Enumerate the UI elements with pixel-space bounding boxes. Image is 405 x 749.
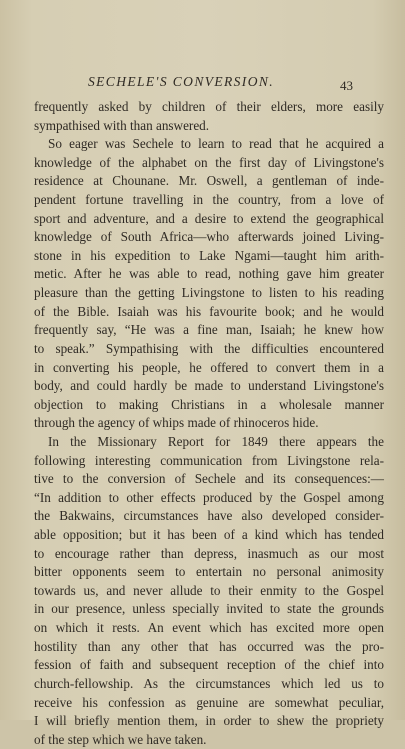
text-line: frequently say, “He was a fine man, Isaiah; he knew how	[34, 322, 384, 338]
text-line: through the agency of whips made of rhinoceros hide.	[34, 415, 319, 431]
text-line: knowledge of the alphabet on the first day of Livingstone's	[34, 154, 384, 170]
text-line: fession of faith and subsequent reception of the chief into	[34, 657, 384, 673]
body-text	[34, 98, 384, 749]
text-line: “In addition to other effects produced by the Gospel among	[34, 489, 384, 505]
text-line: to encourage rather than depress, inasmuch as our most	[34, 545, 384, 561]
text-line: knowledge of South Africa—who afterwards joined Living-	[34, 229, 384, 245]
text-line: frequently asked by children of their elders, more easily	[34, 99, 384, 114]
text-line: of the Bible. Isaiah was his favourite book; and he would	[34, 303, 384, 319]
page-header	[0, 74, 405, 94]
text-line: the Bakwains, circumstances have also developed consider-	[34, 508, 384, 524]
text-line: So eager was Sechele to learn to read that he acquired a	[48, 136, 384, 152]
text-line: tive to the conversion of Sechele and its consequences:—	[34, 471, 384, 487]
text-line: sport and adventure, and a desire to extend the geographical	[34, 210, 384, 226]
text-line: pleasure than the getting Livingstone to listen to his reading	[34, 285, 384, 301]
text-line: of the step which we have taken.	[34, 731, 207, 747]
text-line: pendent fortune travelling in the country, from a love of	[34, 192, 384, 208]
text-line: church-fellowship. As the circumstances which led us to	[34, 675, 384, 691]
text-line: receive his confession as genuine are somewhat peculiar,	[34, 694, 384, 710]
text-line: metic. After he was able to read, nothing gave him greater	[34, 266, 384, 282]
text-line: able opposition; but it has been of a kind which has tended	[34, 527, 384, 543]
text-line: body, and could hardly be made to understand Livingstone's	[34, 378, 384, 394]
running-head: SECHELE'S CONVERSION.	[88, 74, 275, 89]
text-line: in converting his people, he offered to convert them in a	[34, 359, 384, 375]
text-line: following interesting communication from Livingstone rela-	[34, 452, 384, 468]
text-line: hostility than any other that has occurred was the pro-	[34, 638, 384, 654]
text-line: In the Missionary Report for 1849 there appears the	[48, 433, 384, 449]
text-line: on which it rests. An event which has excited more open	[34, 620, 384, 636]
page-number: 43	[340, 78, 353, 93]
text-line: residence at Chounane. Mr. Oswell, a gentleman of inde-	[34, 173, 384, 189]
text-line: towards us, and never allude to their enmity to the Gospel	[34, 582, 384, 598]
text-line: bitter opponents seem to entertain no personal animosity	[34, 564, 384, 580]
text-line: I will briefly mention them, in order to shew the propriety	[34, 713, 384, 729]
text-line: in our presence, unless specially invited to state the grounds	[34, 601, 384, 617]
text-line: sympathised with than answered.	[34, 117, 210, 133]
text-line: stone in his expedition to Lake Ngami—taught him arith-	[34, 247, 384, 263]
text-line: objection to making Christians in a wholesale manner	[34, 396, 384, 412]
text-line: to speak.” Sympathising with the difficulties encountered	[34, 340, 384, 356]
